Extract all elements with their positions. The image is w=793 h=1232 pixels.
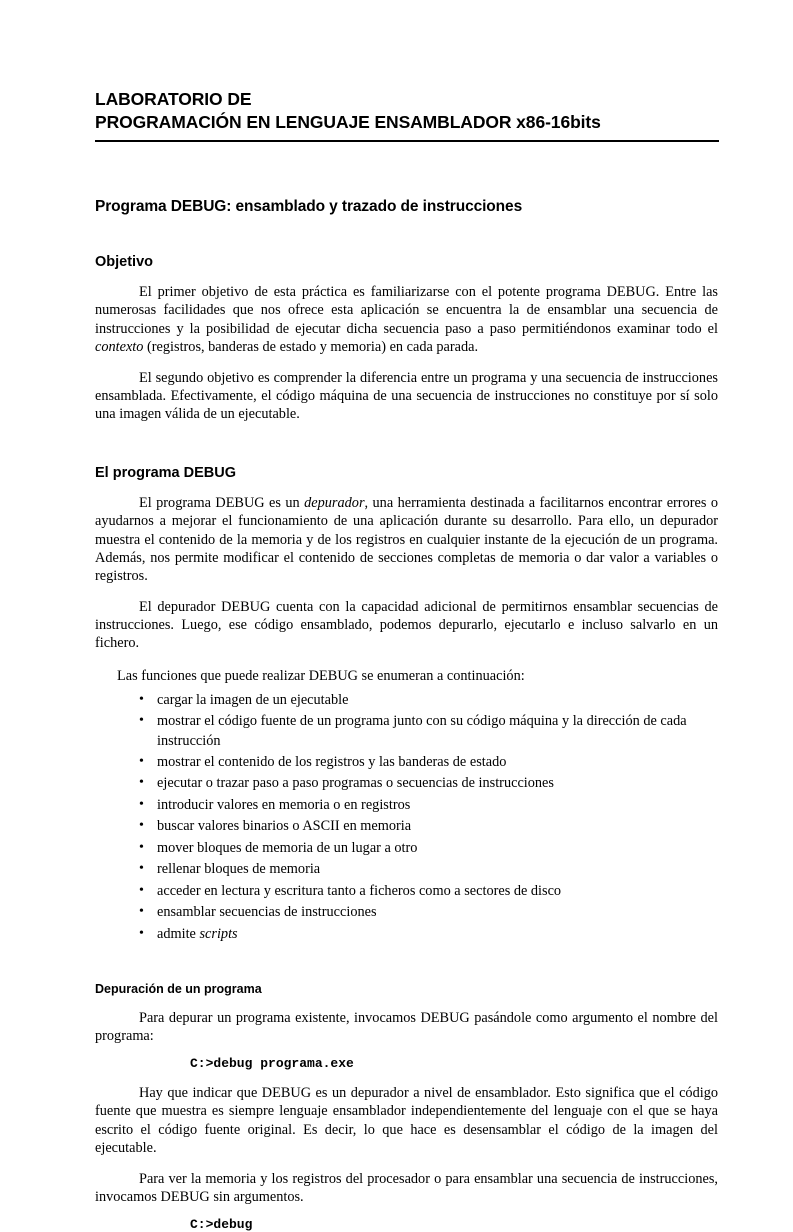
list-item: • mover bloques de memoria de un lugar a otro [95,839,718,858]
list-item: • ensamblar secuencias de instrucciones [95,903,718,922]
list-item: • mostrar el código fuente de un programa junto con su código máquina y la dirección de cada instrucción [95,712,718,751]
list-lead-text: Las funciones que puede realizar DEBUG se enumeran a continuación: [117,667,525,684]
paragraph-debug-2: El depurador DEBUG cuenta con la capacidad adicional de permitirnos ensamblar secuencias de instrucciones. Luego, ese código ensamblado, podemos depurarlo, ejecutarlo e incluso salvarlo en un fichero. [95,599,718,652]
paragraph-objetivo-2: El segundo objetivo es comprender la diferencia entre un programa y una secuencia de instrucciones ensamblada. Efectivamente, el código máquina de una secuencia de instrucciones no constituye por sí solo una imagen válida de un ejecutable. [95,369,718,423]
list-item: • cargar la imagen de un ejecutable [95,691,718,710]
paragraph-objetivo-1: El primer objetivo de esta práctica es familiarizarse con el potente programa DEBUG. Entre las numerosas facilidades que nos ofrece esta aplicación se encuentra la de ensamblar una secuencia de instrucciones y la posibilidad de ejecutar dicha secuencia paso a paso permitiéndonos examinar todo el contexto (registros, banderas de estado y memoria) en cada parada. [95,284,718,355]
list-item: • introducir valores en memoria o en registros [95,796,718,815]
paragraph-depuracion-3: Para ver la memoria y los registros del procesador o para ensamblar una secuencia de instrucciones, invocamos DEBUG sin argumentos. [95,1170,718,1206]
paragraph-depuracion-2: Hay que indicar que DEBUG es un depurador a nivel de ensamblador. Esto significa que el código fuente que muestra es siempre lenguaje ensamblador independientemente del lenguaje con el que se haya escrito el código fuente original. Es decir, lo que hace es desensamblar el código de la imagen del ejecutable. [95,1085,718,1156]
document-header [95,88,718,134]
header-divider [95,140,719,142]
heading-objetivo: Objetivo [95,254,154,271]
list-item: • rellenar bloques de memoria [95,860,718,879]
list-item: • buscar valores binarios o ASCII en memoria [95,817,718,836]
heading-el-programa-debug: El programa DEBUG [95,465,236,482]
paragraph-depuracion-1: Para depurar un programa existente, invocamos DEBUG pasándole como argumento el nombre del programa: [95,1009,718,1045]
debug-functions-list [95,691,718,944]
list-item: • admite scripts [95,925,718,944]
list-item: • ejecutar o trazar paso a paso programas o secuencias de instrucciones [95,774,718,793]
code-line-debug-programa: C:>debug programa.exe [190,1056,354,1072]
header-line-1: LABORATORIO DE [95,89,252,109]
paragraph-debug-1: El programa DEBUG es un depurador, una herramienta destinada a facilitarnos encontrar errores o ayudarnos a mejorar el funcionamiento de una aplicación durante su desarrollo. Para ello, un depurador muestra el contenido de la memoria y de los registros en cualquier instante de la ejecución de un programa. Además, nos permite modificar el contenido de secciones completas de memoria o dar valor a variables o registros. [95,495,718,584]
page-title: Programa DEBUG: ensamblado y trazado de instrucciones [95,198,523,216]
code-line-debug: C:>debug [190,1217,253,1232]
list-item: • acceder en lectura y escritura tanto a ficheros como a sectores de disco [95,882,718,901]
heading-depuracion-de-un-programa: Depuración de un programa [95,981,262,996]
list-item: • mostrar el contenido de los registros y las banderas de estado [95,753,718,772]
header-line-2: PROGRAMACIÓN EN LENGUAJE ENSAMBLADOR x86-16bits [95,112,601,133]
